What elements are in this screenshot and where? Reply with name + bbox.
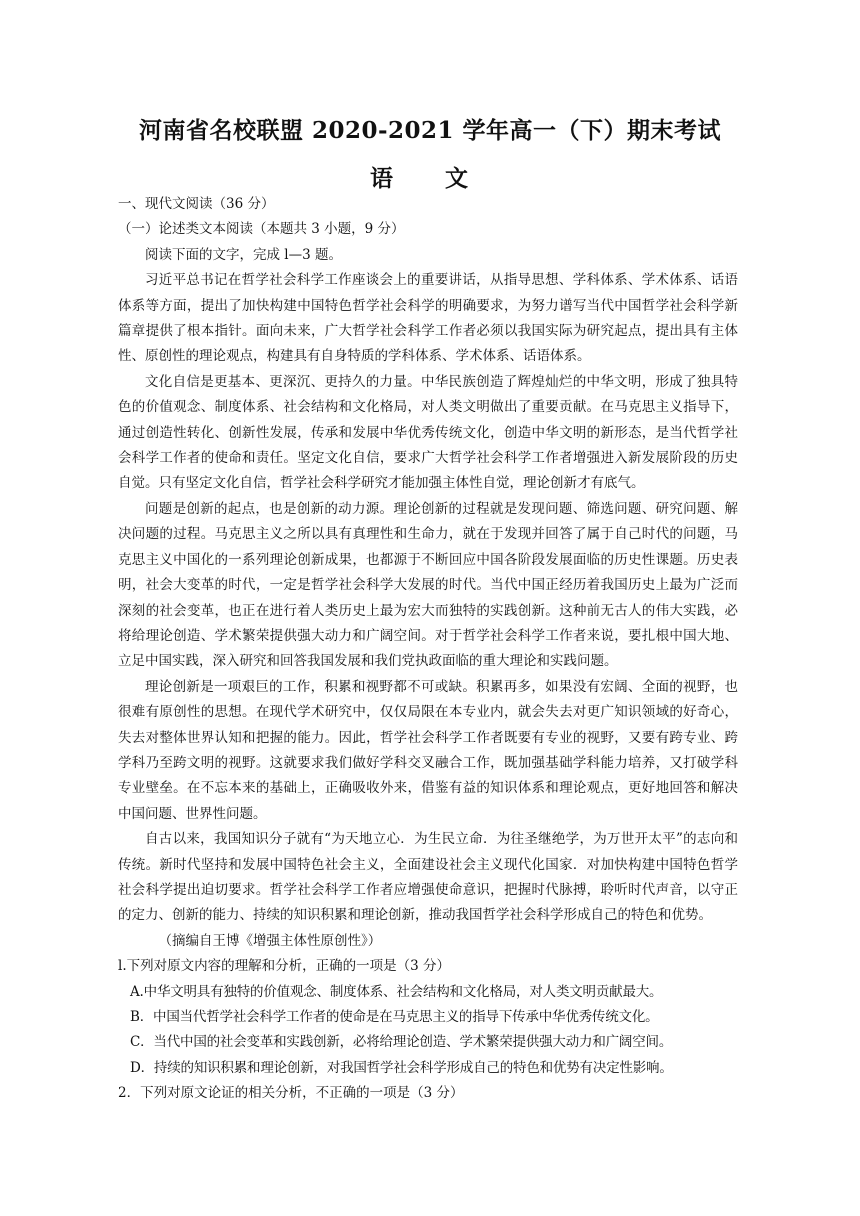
exam-title: 河南省名校联盟 2020-2021 学年高一（下）期末考试 <box>138 117 722 144</box>
question-2-stem: 2．下列对原文论证的相关分析，不正确的一项是（3 分） <box>118 1085 464 1102</box>
passage-paragraph-2: 文化自信是更基本、更深沉、更持久的力量。中华民族创造了辉煌灿烂的中华文明，形成了独具特色的价值观念、制度体系、社会结构和文化格局，对人类文明做出了重要贡献。在马克思主义指导下，通过创造性转化、创新性发展，传承和发展中华优秀传统文化，创造中华文明的新形态，是当代哲学社会科学工作者的使命和责任。坚定文化自信，要求广大哲学社会科学工作者增强进入新发展阶段的历史自觉。只有坚定文化自信，哲学社会科学研究才能加强主体性自觉，理论创新才有底气。 <box>118 373 738 492</box>
section-subheading: （一）论述类文本阅读（本题共 3 小题，9 分） <box>118 221 405 238</box>
question-1-option-a: A.中华文明具有独特的价值观念、制度体系、社会结构和文化格局，对人类文明贡献最大。 <box>130 983 663 1000</box>
question-1-option-c: C．当代中国的社会变革和实践创新，必将给理论创造、学术繁荣提供强大动力和广阔空间。 <box>130 1034 673 1051</box>
passage-paragraph-5: 自古以来，我国知识分子就有“为天地立心．为生民立命．为往圣继绝学，为万世开太平”的志向和传统。新时代坚持和发展中国特色社会主义，全面建设社会主义现代化国家．对加快构建中国特色哲学社会科学提出迫切要求。哲学社会科学工作者应增强使命意识，把握时代脉搏，聆听时代声音，以守正的定力、创新的能力、持续的知识积累和理论创新，推动我国哲学社会科学形成自己的特色和优势。 <box>118 831 738 924</box>
exam-body <box>118 192 738 1107</box>
question-1-stem: l.下列对原文内容的理解和分析，正确的一项是（3 分） <box>118 958 450 975</box>
question-1-option-d: D．持续的知识积累和理论创新，对我国哲学社会科学形成自己的特色和优势有决定性影响。 <box>130 1059 673 1076</box>
passage-paragraph-1: 习近平总书记在哲学社会科学工作座谈会上的重要讲话，从指导思想、学科体系、学术体系、话语体系等方面，提出了加快构建中国特色哲学社会科学的明确要求，为努力谱写当代中国哲学社会科学新篇章提供了根本指针。面向未来，广大哲学社会科学工作者必须以我国实际为研究起点，提出具有主体性、原创性的理论观点，构建具有自身特质的学科体系、学术体系、话语体系。 <box>118 272 738 365</box>
passage-paragraph-4: 理论创新是一项艰巨的工作，积累和视野都不可或缺。积累再多，如果没有宏阔、全面的视野，也很难有原创性的思想。在现代学术研究中，仅仅局限在本专业内，就会失去对更广知识领域的好奇心，失去对整体世界认知和把握的能力。因此，哲学社会科学工作者既要有专业的视野，又要有跨专业、跨学科乃至跨文明的视野。这就要求我们做好学科交叉融合工作，既加强基础学科能力培养，又打破学科专业壁垒。在不忘本来的基础上，正确吸收外来，借鉴有益的知识体系和理论观点，更好地回答和解决中国问题、世界性问题。 <box>118 678 738 822</box>
passage-source: （摘编自王博《增强主体性原创性》） <box>158 932 382 949</box>
reading-instruction: 阅读下面的文字，完成 l—3 题。 <box>145 246 342 263</box>
passage-paragraph-3: 问题是创新的起点，也是创新的动力源。理论创新的过程就是发现问题、筛选问题、研究问题、解决问题的过程。马克思主义之所以具有真理性和生命力，就在于发现并回答了属于自己时代的问题，马克思主义中国化的一系列理论创新成果，也都源于不断回应中国各阶段发展面临的历史性课题。历史表明，社会大变革的时代，一定是哲学社会科学大发展的时代。当代中国正经历着我国历史上最为广泛而深刻的社会变革，也正在进行着人类历史上最为宏大而独特的实践创新。这种前无古人的伟大实践，必将给理论创造、学术繁荣提供强大动力和广阔空间。对于哲学社会科学工作者来说，要扎根中国大地、立足中国实践，深入研究和回答我国发展和我们党执政面临的重大理论和实践问题。 <box>118 500 738 670</box>
section-heading: 一、现代文阅读（36 分） <box>118 196 275 212</box>
question-1-option-b: B．中国当代哲学社会科学工作者的使命是在马克思主义的指导下传承中华优秀传统文化。 <box>130 1009 659 1025</box>
subject-title: 语 文 <box>369 165 490 192</box>
